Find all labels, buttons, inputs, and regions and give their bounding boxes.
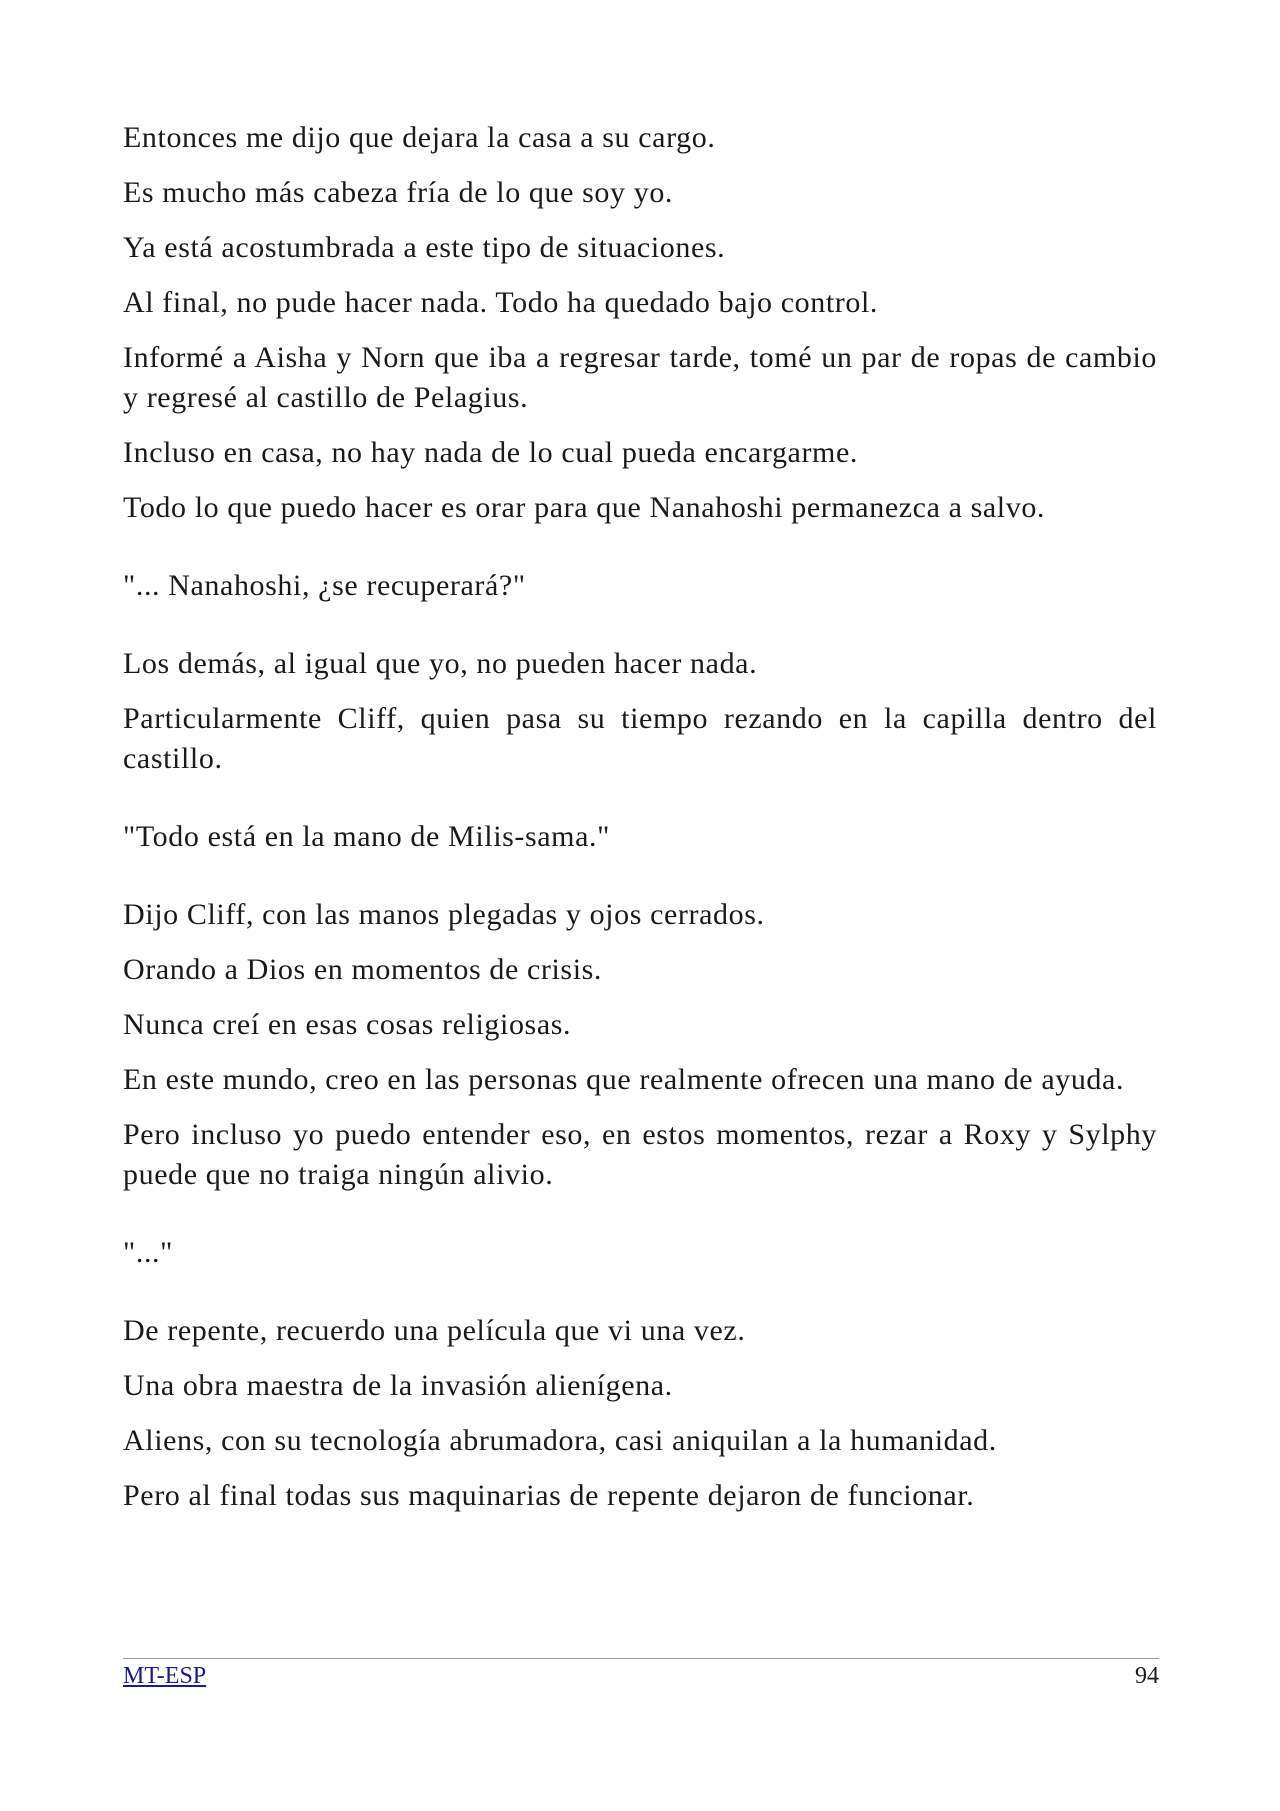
dialogue-line: "..." [123,1236,173,1269]
footer-divider [123,1658,1159,1659]
paragraph: Particularmente Cliff, quien pasa su tiempo rezando en la capilla dentro del castillo. [123,702,1157,775]
paragraph: Ya está acostumbrada a este tipo de situaciones. [123,231,726,264]
paragraph: En este mundo, creo en las personas que realmente ofrecen una mano de ayuda. [123,1063,1125,1096]
page-footer [123,1661,1159,1691]
paragraph: Al final, no pude hacer nada. Todo ha quedado bajo control. [123,286,879,319]
paragraph: Pero incluso yo puedo entender eso, en estos momentos, rezar a Roxy y Sylphy puede que no traiga ningún alivio. [123,1118,1157,1191]
paragraph: Los demás, al igual que yo, no pueden hacer nada. [123,647,758,680]
dialogue-line: "... Nanahoshi, ¿se recuperará?" [123,569,526,602]
page-body [123,118,1157,1531]
paragraph: Todo lo que puedo hacer es orar para que Nanahoshi permanezca a salvo. [123,491,1046,524]
paragraph: Orando a Dios en momentos de crisis. [123,953,603,986]
paragraph: Una obra maestra de la invasión alienígena. [123,1369,673,1402]
paragraph: De repente, recuerdo una película que vi una vez. [123,1314,746,1347]
paragraph: Pero al final todas sus maquinarias de repente dejaron de funcionar. [123,1479,975,1512]
paragraph: Es mucho más cabeza fría de lo que soy yo. [123,176,674,209]
paragraph: Incluso en casa, no hay nada de lo cual pueda encargarme. [123,436,858,469]
paragraph: Informé a Aisha y Norn que iba a regresar tarde, tomé un par de ropas de cambio y regresé al castillo de Pelagius. [123,341,1157,414]
footer-link[interactable]: MT-ESP [123,1663,207,1689]
paragraph: Entonces me dijo que dejara la casa a su cargo. [123,121,716,154]
paragraph: Nunca creí en esas cosas religiosas. [123,1008,572,1041]
paragraph: Dijo Cliff, con las manos plegadas y ojos cerrados. [123,898,765,931]
dialogue-line: "Todo está en la mano de Milis-sama." [123,820,610,853]
page-number: 94 [1135,1663,1159,1689]
paragraph: Aliens, con su tecnología abrumadora, casi aniquilan a la humanidad. [123,1424,997,1457]
